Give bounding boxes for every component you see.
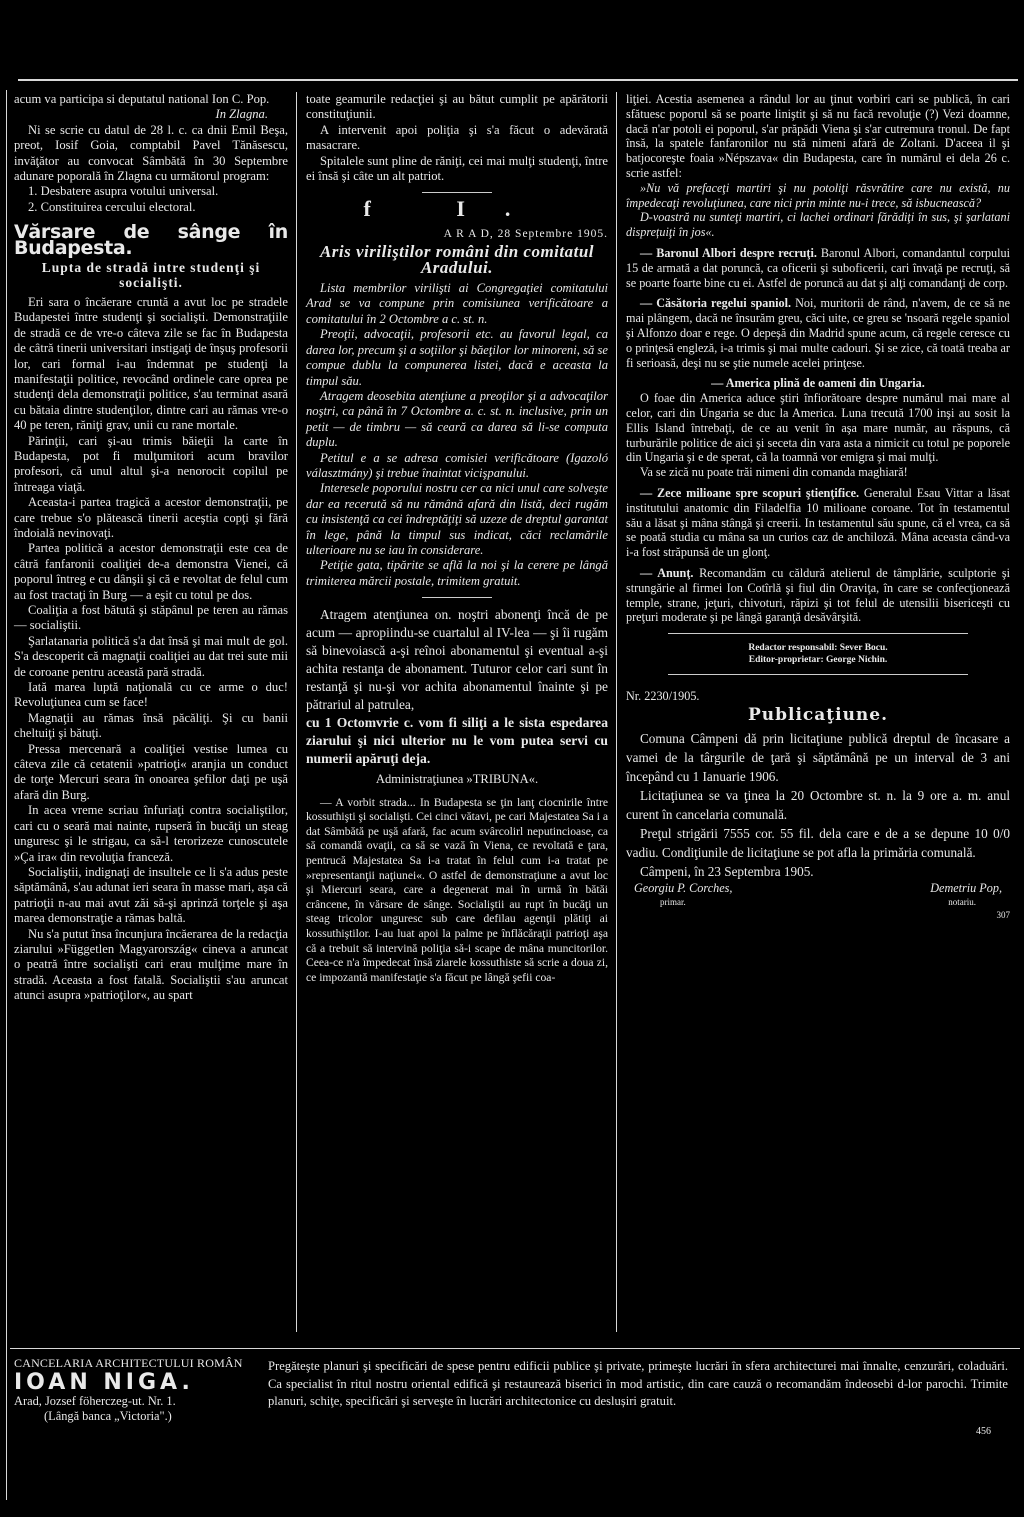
news-anunt-text: Recomandăm cu căldură atelierul de tâmplărie, sculptorie şi strungărie al firmei Ion Cotîrlă şi fiul din Oraviţa, în care se confecţionează temple, strane, jeţuri, chivoturi, răpizi şi tot felul de utensilii bisericeşti cu preţuri moderate şi pe lângă garanţă desăvârşită. [626,565,1010,625]
pub-signature-titles [626,895,1010,910]
news-albori-text: Baronul Albori, comandantul corpului 15 de armată a dat poruncă, ca oficerii şi suboficerii, cari învaţă pe recruţi, să se poarte foarte bine cu ei. Astfel de poruncă au dat şi alţi comandanţi de corp. [626,245,1011,290]
col2-p1: toate geamurile redacţiei şi au bătut cumplit pe apărătorii constituţiunii. [306,92,608,122]
footer-ref: 456 [976,1426,991,1437]
publication-title: Publicaţiune. [747,704,889,725]
news-milioane-title: — Zece milioane spre scopuri ştienţifice. [640,485,860,500]
col1-p11: Iată marea luptă naţională cu ce arme o duc! Revoluţiunea cum se face! [14,680,288,710]
col2-p9: Petiţie gata, tipărite se află la noi şi la cerere pe lângă trimiterea mărcii postale, trimitem gratuit. [306,558,608,588]
col2-p8: Interesele poporului nostru cer ca nici unul care solveşte dar ea recerută să nu rămână afară din listă, deci rugăm cu insistenţă ca cei îndreptăţiţi să uzeze de dreptul garantat în lege, până la timpul sus indicat, căci reclamările ulterioare nu se iau în considerare. [306,481,608,557]
imprint-owner: Editor-proprietar: George Nichin. [748,655,888,666]
col1-p1: acum va participa si deputatul national Ion C. Pop. [14,92,270,106]
col3-p7: Va se zică nu poate trăi nimeni din comanda maghiară! [640,465,908,480]
footer-rule [10,1348,1020,1349]
col3-p2: »Nu vă prefaceţi martiri şi nu potoliţi răsvrătire care nu există, nu împedecaţi revoluţiunea, care nici prin minte nu-i trece, să isbucnească? [626,180,1010,210]
pub-date: Câmpeni, în 23 Septembra 1905. [640,863,814,879]
pub-signatures [626,881,1010,896]
left-edge-rule [6,90,7,1500]
publication-number: Nr. 2230/1905. [626,689,700,704]
col2-p11: cu 1 Octomvrie c. vom fi siliţi a le sista espedarea ziarului şi nici ulterior nu le vom putea servi cu numerii apăruţi deja. [306,715,608,767]
col2-p2: A intervenit apoi poliţia şi s'a făcut o adevărată masacrare. [306,122,608,153]
top-rule [18,79,1018,81]
news-milioane [626,486,1010,560]
separator-dash-4 [668,674,968,675]
col2-p5: Preoţii, advocaţii, profesorii etc. au favorul legal, ca darea lor, precum şi a soţiilor şi băeţilor lor minoreni, să se compue dublu la compunerea listei, dacă e aceasta la timpul său. [306,327,608,388]
column-rule-1 [296,92,297,1332]
sig-primar: Georgiu P. Corches, [634,880,733,895]
col1-p16: Nu s'a putut însa încunjura încăerarea de la redacţia ziarului »Független Magyarország« cineva a aruncat o peatră între socialişti cari erau mulţime mare în stradă. Aceasta a fost fatală. Socialiştii s'au aruncat atunci asupra »patrioţilor«, au spart [14,926,288,1003]
separator-dash [422,192,492,193]
news-albori-title: — Baronul Albori despre recruţi. [640,245,817,260]
col2-p6: Atragem deosebita atenţiune a preoţilor şi a advocaţilor noştri, ca până în 7 Octombre a. c. st. n. inclusive, prin un petit — de timbru — să ceară ca darea să li-se computa duplu. [306,388,608,450]
sig-primar-title: primar. [660,897,686,908]
pub-ref: 307 [996,910,1010,921]
separator-dash-2 [422,597,492,598]
col3-p3: D-voastră nu sunteţi martiri, ci lachei ordinari fărădiţi în sus, şi şarlatani disprețuiţi în jos«. [626,210,1010,240]
news-america-text: O foae din America aduce ştiri înfiorătoare despre numărul mai mare al celor, cari din Ungaria se duc la America. Luna trecută 1700 inşi au sosit la Ellis Island întrebaţi, de ce au venit în aşa mare număr, au răspuns, că turburările politice de aici şi seceta din vara asta a nimicit cu totul pe poporele din Ungaria şi e de sperat, că la toamnă vor emigra şi mai mulţi. [626,391,1010,465]
news-spain-title: — Căsătoria regelui spaniol. [640,296,792,311]
col1-p4: 2. Constituirea cercului electoral. [28,199,196,214]
col1-p2: Ni se scrie cu datul de 28 l. c. ca dnii Emil Beşa, preot, Iosif Goia, comptabil Pavel Tănăsescu, invăţător au convocat Sâmbătă în 30 Septembre adunare poporală în Zlagna cu următorul program: [14,122,288,184]
col2-p12: Administraţiunea »TRIBUNA«. [375,772,539,787]
col2-p7: Petitul e a se adresa comisiei verificătoare (Igazoló választmány) şi trebue înaintat vicişpanului. [306,450,608,480]
col1-p9: Coaliţia a fost bătută şi stăpânul pe teren au rămas — socialiştii. [14,603,288,633]
news-anunt [626,566,1010,625]
col1-p3: 1. Desbatere asupra votului universal. [28,184,219,199]
headline-virilisti: Aris viriliştilor români din comitatul Aradului. [319,242,595,277]
col1-p14: In acea vreme scriau înfuriaţi contra socialiştilor, cari cu o seară mai nainte, rupseră în bucăţi un steag unguresc şi le strigau, ca să-l terorizeze cunoscutele »Ça ira« din revoluţia franceză. [14,803,288,864]
sig-notar: Demetriu Pop, [930,880,1002,895]
col3-p1: liţiei. Acestia asemenea a rândul lor au ţinut vorbiri cari se publică, în cari sfătuesc poporul să se poarte liniştit şi să nu facă revoluţie (?) Vezi doamne, dacă n'ar potoli ei poporul, s'ar prăpădi Viena şi s'ar cutremura tronul. De fapt însă, la spatele fanfaronilor nu stă nimeni afară de Zoltani. D'aceea il şi batjocoreşte foaia »Népszava« din Budapesta, care în numărul ei dela 26 c. scrie astfel: [626,92,1010,180]
footer-landmark: (Lângă banca „Victoria".) [44,1409,172,1423]
footer-description: Pregăteşte planuri şi specificări de spese pentru edificii publice şi private, primeşte lucrări în sfera architecturei mai înnalte, cenzurări, coladuări. Ca specialist în ritul nostru oriental edifică şi restaurează biserici în mod artistic, din care cauză o recomandăm îndeosebi d-lor parochi. Trimite planuri, schiţe, specificări şi serveşte în lucrări architectonice cu deslușiri gratuit. [268,1359,1008,1408]
pub-p2: Licitaţiunea se va ţinea la 20 Octombre st. n. la 9 ore a. m. anul curent în cancelaria comunală. [626,787,1010,822]
dateline-arad: A R A D, 28 Septembre 1905. [443,227,608,240]
pub-p1: Comuna Câmpeni dă prin licitaţiune publică dreptul de încasare a vamei de la târgurile de ţară şi săptămână pe un interval de 3 ani începând cu 1 Ianuarie 1906. [626,730,1010,784]
pub-p3: Preţul strigării 7555 cor. 55 fil. dela care e de a se depune 10 0/0 vadiu. Condiţiunile de licitaţiune se pot afla la primăria comunală. [626,825,1010,860]
column-2 [306,92,608,985]
news-anunt-title: — Anunţ. [640,565,694,580]
footer-ad-right [268,1358,1008,1411]
column-3 [626,92,1010,920]
col1-p13: Pressa mercenară a coaliţiei vestise lumea cu câteva zile că cetatenii »patrioţi« aranjia un conduct de torţe Mercuri seara în onoarea şefilor daţi pe uşă afară din Burg. [14,741,288,802]
col1-p8: Partea politică a acestor demonstraţii este cea de câtră fanfaronii coaliţiei de-a demonstra Vienei, că poporul întreg e cu dânşii şi că e revoltat de felul cum au fost tractaţi în Burg — a eşit cu totul pe dos. [14,541,288,602]
col1-p7: Aceasta-i partea tragică a acestor demonstraţii, pe care trebue s'o plătească tinerii aceştia copţi şi fără îndoială nevinovaţi. [14,495,288,540]
ornament-glyph: f I. [363,196,551,222]
subheadline-studenti: Lupta de stradă intre studenţi şi socialişti. [41,260,261,291]
col1-p12: Magnaţii au rămas însă păcăliţi. Şi cu banii cheltuiţi şi bătuţi. [14,710,288,741]
separator-dash-3 [668,633,968,634]
dateline-zlagna: In Zlagna. [215,107,268,122]
headline-budapesta: Vărsare de sânge în Budapesta. [14,221,288,259]
col1-p10: Şarlatanaria politică s'a dat însă şi mai mult de gol. S'a descoperit că magnaţii coaliţiei au dat trei sute mii de coroane pentru această pară stradă. [14,633,288,679]
col1-p15: Socialiştii, indignaţi de insultele ce li s'a adus peste săptămână, s'au adunat ieri seara în masse mari, aşa că patrioţii n-au mai avut zăi să-şi aprinză torţele şi aşa marea demonstraţie a rămas baltă. [14,864,288,926]
footer-ad-left [14,1356,254,1424]
footer-address: Arad, Jozsef föherczeg-ut. Nr. 1. [14,1394,176,1408]
column-1 [14,92,288,1004]
col2-p10: Atragem atenţiunea on. noştri abonenţi încă de pe acum — apropiindu-se cuartalul al IV-lea — şi îi rugăm să binevoiască a-şi reînoi abonamentul şi eventual a-şi achita restanţa de abonament. Tuturor celor cari sunt în restanţă şi nu-şi vor achita abonamentul înainte şi pe pătrariul al patrulea, [306,607,608,713]
sig-notar-title: notariu. [948,897,976,908]
col2-p4: Lista membrilor virilişti ai Congregaţiei comitatului Arad se va compune prin comisiunea verificătoare a comitatului în 2 Octombre a c. st. n. [306,281,608,326]
news-albori [626,246,1010,290]
col1-p6: Părinţii, cari şi-au trimis băieţii la carte în Budapesta, pot fi mulţumitori acum bravilor profesori, că unul altul şi-a nenorocit copilul pe întreaga viaţă. [14,433,288,494]
footer-brand: IOAN NIGA. [14,1370,194,1395]
col2-p3: Spitalele sunt pline de răniţi, cei mai mulţi studenţi, între ei însă şi câte un alt patriot. [306,153,608,184]
footer-cancelaria: CANCELARIA ARCHITECTULUI ROMÂN [14,1356,243,1370]
col2-p13: — A vorbit strada... In Budapesta se ţin lanţ ciocnirile între kossuthişti şi socialişti. Cei cinci vătavi, pe cari Majestatea Sa i a dat Sâmbătă pe uşă afară, fac acum svârcolirl neputincioase, ca să comandă ovaţii, ca să se vază în Viena, ce revoltată e ţara, pentrucă Majestatea Sa i-a tratat în felul cum i-a tratat pe »representanţii naţiunei«. O astfel de demonstraţiune a avut loc şi Miercuri seara, care a degenerat mai în urmă în bătăi crâncene, în vărsare de sânge. Socialiştii au rupt în bucăţi un steag tricolor unguresc sub care defilau agenţii plătiţi ai kossuthiştilor. I-au luat apoi la palme pe înflăcăraţii patrioţi aşa că a trebuit să intervină poliţia să-i scape de mâna muncitorilor. Ceea-ce n'a împedecat însă ziarele kossuthiste să scrie a doua zi, ce impozantă manifestaţie s'a făcut pe lângă şefii coa- [306,795,608,984]
column-rule-2 [616,92,617,1332]
imprint-editor: Redactor responsabil: Sever Bocu. [748,643,888,654]
news-spain [626,296,1010,370]
news-spain-text: Noi, muritorii de rând, n'avem, de ce să ne mai plângem, dacă ne însurăm greu, căci uite, ce greu se 'nsoară regele spaniol şi Alfonzo doar e rege. O depeşă din Madrid spune acum, că regele ceresce cu o prinţesă engleză, i-a trimis şi mai multe cadouri. Şi se zice, că toată treaba ar fi serioasă, deşi nu se ştie numele acelei prinţese. [626,296,1010,370]
news-milioane-text: Generalul Esau Vittar a lăsat institutului anatomic din Filadelfia 10 milioane coroane. Tot în testamentul său a lăsat şi mâna stângă şi creerii. In testamentul său spune, că el vrea, ca să se poată studia cu mâna sa un curios caz de anchiloză. Mâna aceasta când-va i-a fost străpunsă de un glonţ. [626,485,1010,560]
col1-p5: Eri sara o încăerare cruntă a avut loc pe stradele Budapestei între studenţi şi socialişti. Demonstraţiile de stradă ce de vre-o câteva zile se fac în Budapesta de câtră tinerii universitari instigaţi de înşuş profesorii lor, cari formal i-au îndemnat pe studenţi la manifestaţii politice, revocând ordinele care oprea pe studenţi dela demonstraţii politice, s'au terminat asară cu bătaia dintre studenţilor, dintre cari au rămas vre-o 40 pe teren, răniţi grav, unii cu rane mortale. [14,294,288,433]
news-america-title: — America plină de oameni din Ungaria. [711,376,925,391]
